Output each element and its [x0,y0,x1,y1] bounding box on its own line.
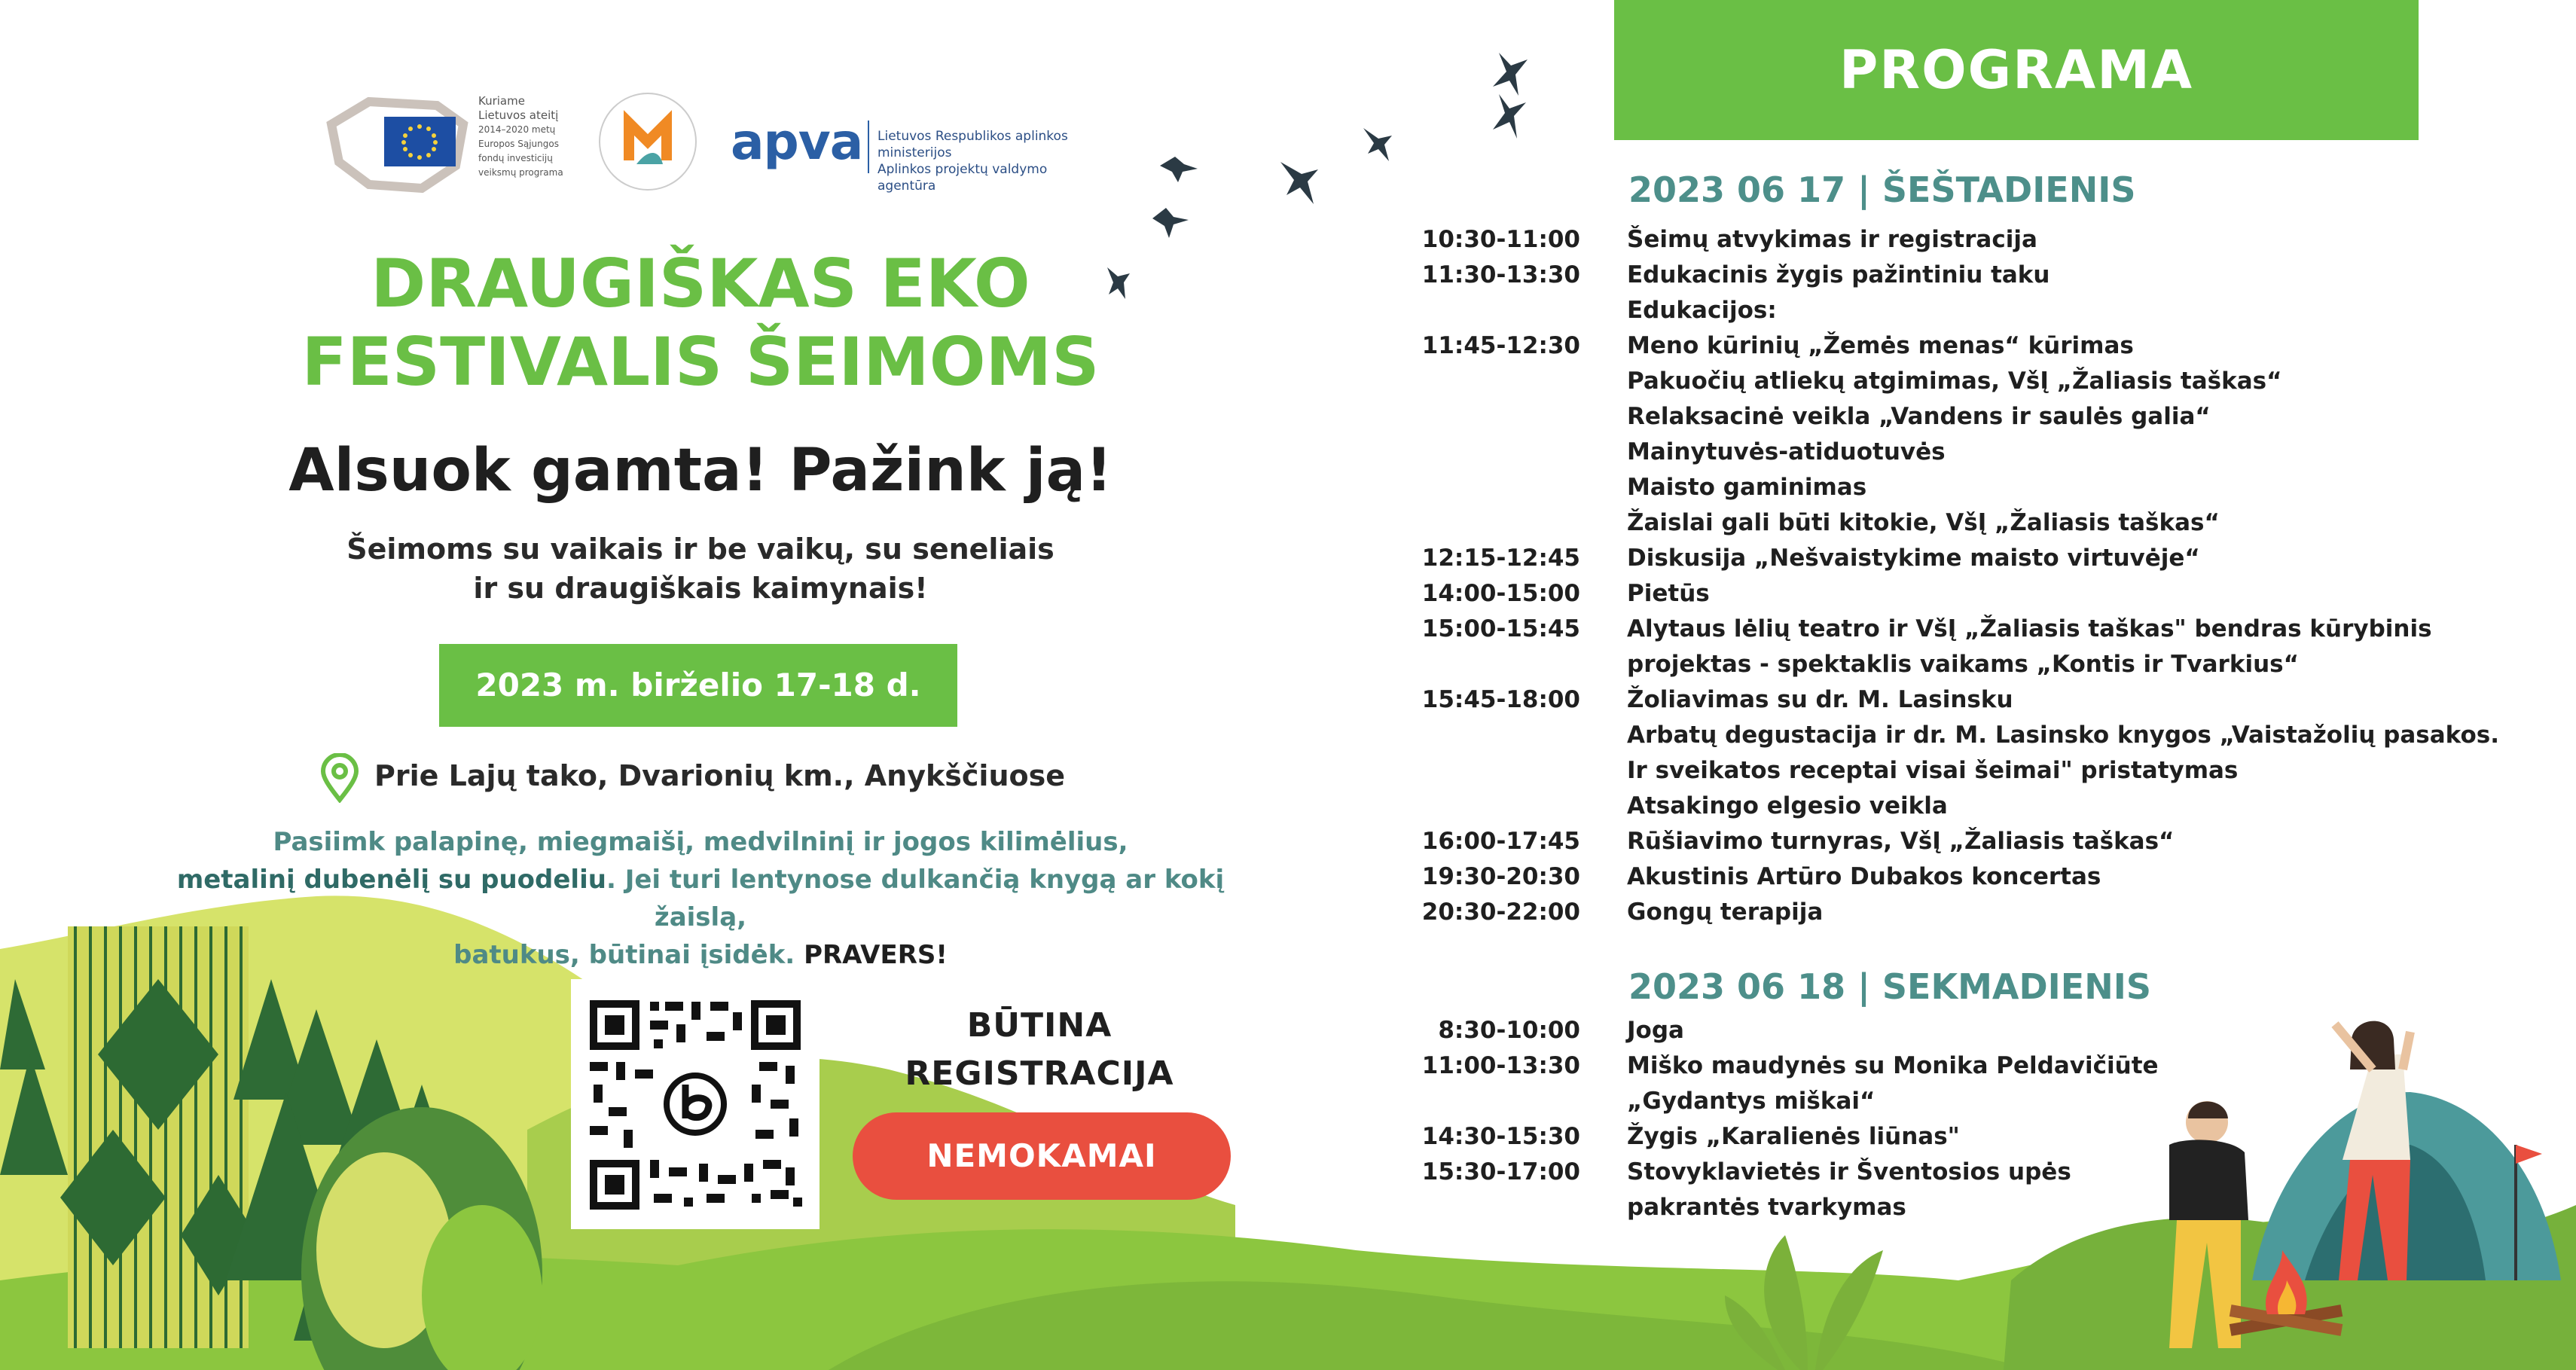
schedule-time: 11:30-13:30 [1421,261,1580,288]
schedule-activity: Ir sveikatos receptai visai šeimai" pristatymas [1627,757,2239,784]
note-line-1: Pasiimk palapinę, miegmaišį, medvilninį ir jogos kilimėlius, [273,827,1128,857]
schedule-time: 15:00-15:45 [1421,615,1580,642]
schedule-activity: Arbatų degustacija ir dr. M. Lasinsko knygos „Vaistažolių pasakos. [1627,722,2499,749]
schedule-activity: Maisto gaminimas [1627,474,1867,501]
note-line-3-start: batukus, būtinai įsidėk. [453,940,804,970]
program-header: PROGRAMA [1614,0,2419,140]
schedule-time: 11:45-12:30 [1421,332,1580,359]
schedule-activity: Pietūs [1627,580,1710,607]
schedule-time: 11:00-13:30 [1421,1052,1580,1079]
note-line-2 [136,861,1265,936]
festival-title [188,245,1213,401]
apva-sub-1: Lietuvos Respublikos aplinkos ministerijos [877,129,1068,160]
subtitle-line-2: ir su draugiškais kaimynais! [473,572,928,605]
schedule-time: 12:15-12:45 [1421,545,1580,572]
eu-flag-icon [384,117,456,166]
schedule-activity: Stovyklavietės ir Šventosios upės [1627,1158,2071,1185]
registration-required [866,1002,1213,1098]
schedule-activity: Šeimų atvykimas ir registracija [1627,226,2037,253]
schedule-activity: Joga [1627,1017,1684,1044]
apva-sub-2: Aplinkos projektų valdymo agentūra [877,162,1048,194]
schedule-time: 14:30-15:30 [1421,1123,1580,1150]
eu-text-2: Lietuvos ateitį [478,108,559,122]
schedule-activity: Mainytuvės-atiduotuvės [1627,438,1946,465]
free-registration-button[interactable]: NEMOKAMAI [853,1112,1231,1200]
apva-divider [868,121,869,173]
schedule-activity: Edukacijos: [1627,297,1777,324]
schedule-activity: Miško maudynės su Monika Peldavičiūte [1627,1052,2159,1079]
schedule-activity: Žygis „Karalienės liūnas" [1627,1123,1960,1150]
schedule-time: 20:30-22:00 [1421,899,1580,926]
schedule-time: 15:30-17:00 [1421,1158,1580,1185]
ministry-logo [595,89,700,194]
day1-title: 2023 06 17 | ŠEŠTADIENIS [1628,169,2136,210]
schedule-activity: Atsakingo elgesio veikla [1627,792,1948,819]
note-highlight: metalinį dubenėlį su puodeliu [176,865,606,895]
registration-line-1: BŪTINA [966,1006,1113,1045]
eu-text-5: fondų investicijų [478,153,553,163]
location-line [320,753,1073,803]
location-text: Prie Lajų tako, Dvarionių km., Anykščiuose [374,759,1065,792]
schedule-activity: Edukacinis žygis pažintiniu taku [1627,261,2050,288]
schedule-time: 8:30-10:00 [1438,1017,1580,1044]
apva-logo-text: apva [731,113,863,171]
apva-subtitle [877,128,1096,194]
eu-text-6: veiksmų programa [478,167,563,178]
map-pin-icon [320,753,359,803]
observation-tower [60,926,256,1348]
schedule-time: 15:45-18:00 [1421,686,1580,713]
schedule-time: 16:00-17:45 [1421,828,1580,855]
eu-text-3: 2014–2020 metų [478,124,556,135]
qr-code-image [571,979,819,1229]
schedule-activity: Gongų terapija [1627,899,1824,926]
title-line-2: FESTIVALIS ŠEIMOMS [301,323,1100,401]
schedule-activity: Žoliavimas su dr. M. Lasinsku [1627,686,2013,713]
schedule-activity: Relaksacinė veikla „Vandens ir saulės galia“ [1627,403,2211,430]
ministry-emblem-icon [595,89,700,194]
slogan: Alsuok gamta! Pažink ją! [288,437,1113,505]
day2-title: 2023 06 18 | SEKMADIENIS [1628,966,2151,1007]
schedule-activity: Alytaus lėlių teatro ir VšĮ „Žaliasis taškas" bendras kūrybinis [1627,615,2432,642]
eu-text-1: Kuriame [478,94,525,108]
note-line-3 [136,936,1265,974]
eu-funds-logo [324,94,580,196]
note-pravers: PRAVERS! [804,940,948,970]
packing-note [136,823,1265,974]
schedule-activity: Akustinis Artūro Dubakos koncertas [1627,863,2101,890]
schedule-time: 19:30-20:30 [1421,863,1580,890]
schedule-activity: pakrantės tvarkymas [1627,1194,1906,1221]
schedule-activity: Meno kūrinių „Žemės menas“ kūrimas [1627,332,2134,359]
schedule-time: 14:00-15:00 [1421,580,1580,607]
subtitle-line-1: Šeimoms su vaikais ir be vaikų, su seneliais [346,532,1055,566]
schedule-activity: Žaislai gali būti kitokie, VšĮ „Žaliasis taškas“ [1627,509,2220,536]
registration-line-2: REGISTRACIJA [905,1054,1174,1093]
audience-subtitle [188,529,1213,608]
eu-text-4: Europos Sąjungos [478,139,559,149]
note-line-2-rest: . Jei turi lentynose dulkančią knygą ar kokį žaislą, [606,865,1225,932]
schedule-activity: Pakuočių atliekų atgimimas, VšĮ „Žaliasis taškas“ [1627,368,2282,395]
qr-code[interactable] [571,979,819,1229]
schedule-activity: „Gydantys miškai“ [1627,1088,1876,1115]
schedule-activity: projektas - spektaklis vaikams „Kontis ir Tvarkius“ [1627,651,2299,678]
schedule-time: 10:30-11:00 [1421,226,1580,253]
eu-logo-text [478,94,584,180]
schedule-activity: Rūšiavimo turnyras, VšĮ „Žaliasis taškas“ [1627,828,2175,855]
title-line-1: DRAUGIŠKAS EKO [371,245,1030,322]
event-date-banner: 2023 m. birželio 17-18 d. [439,644,957,727]
schedule-activity: Diskusija „Nešvaistykime maisto virtuvėje“ [1627,545,2200,572]
apva-logo [731,113,1085,194]
